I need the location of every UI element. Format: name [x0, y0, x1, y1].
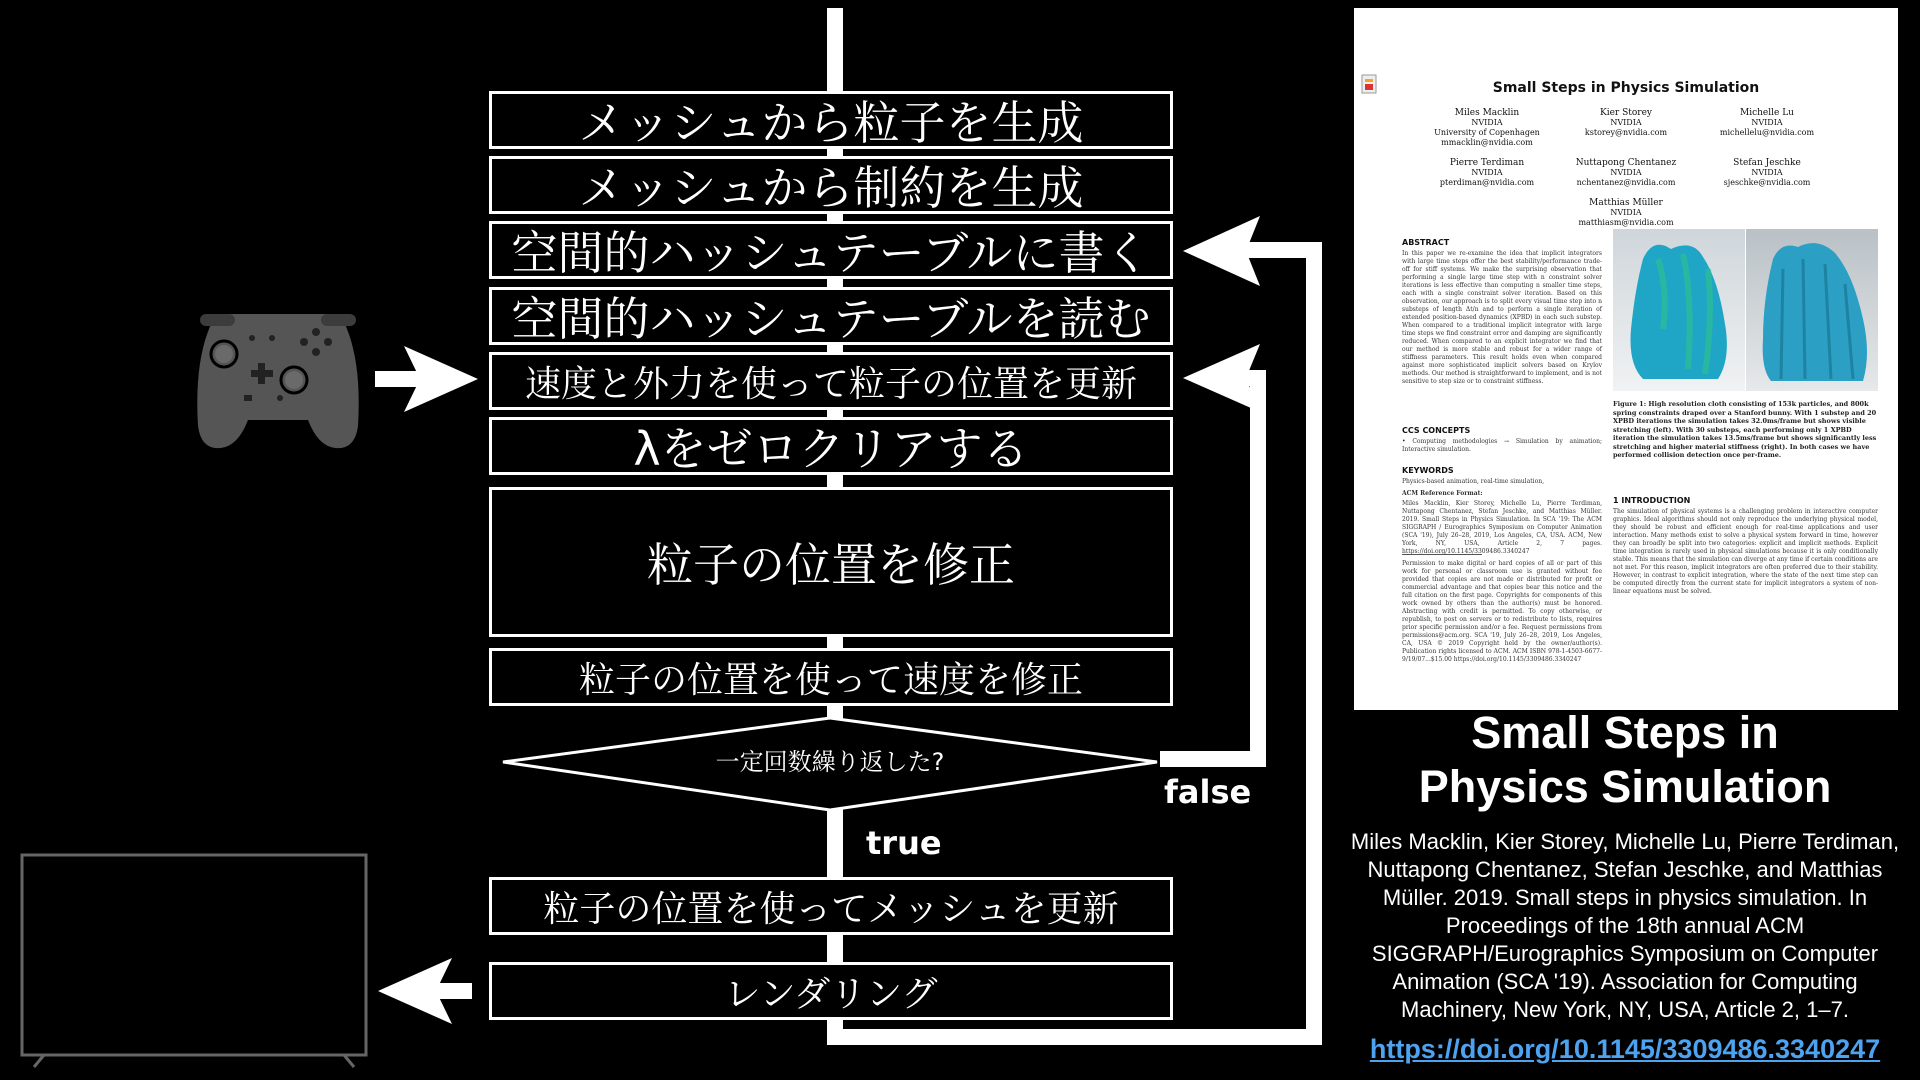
- figure-caption: Figure 1: High resolution cloth consisting of 153k particles, and 800k spring constraints draped over a Stanford bunny. With 1 substep and 20 XPBD iterations the simulation takes 32.0ms/frame but shows visible stretching (left). With 30 substeps, each performing only 1 XPBD iteration the simulation takes 13.5ms/frame but shows significantly less stretching and higher material stiffness (right). In both cases we have performed collision detection once per-frame.: [1613, 400, 1877, 459]
- intro-text: The simulation of physical systems is a challenging problem in interactive computer graphics. Ideal algorithms should not only reproduce the underlying physical model, they should be robust and efficient enough for real-time applications and user interaction. Many methods exist to solve a physical system forward in time, however they can broadly be split into two categories: explicit and implicit methods. Explicit time integration is rarely used in physical simulations because it is only conditionally stable. This means that the simulation can diverge at any time if certain conditions are not met. For this reason, implicit integrators are often preferred due to their stability. However, in contrast to explicit integration, where the state of the next time step can be computed directly from the current state for implicit integrators a system of non-linear equations must be solved.: [1613, 508, 1878, 595]
- intro-heading: 1 INTRODUCTION: [1613, 496, 1691, 505]
- abstract-text: In this paper we re-examine the idea that implicit integrators with large time steps offer the best stability/performance trade-off for stiff systems. We make the surprising observation that performing a single large time step with n constraint solver iterations is less effective than computing n smaller time steps, each with a single constraint solver iteration. Based on this observation, our approach is to split every visual time step into n substeps of length Δt/n and to perform a single iteration of extended position-based dynamics (XPBD) in each such substep. When compared to a traditional implicit integrator with large time steps we find constraint error and damping are significantly reduced. When compared to an explicit integrator we find that our method is more stable and robust for a wider range of stiffness parameters. This result holds even when compared against more sophisticated implicit solvers based on Krylov methods. Our method is straightforward to implement, and is not sensitive to step size or to constraint stiffness.: [1402, 250, 1602, 385]
- step-generate-constraints: メッシュから制約を生成: [489, 156, 1173, 214]
- paper-title: Small Steps in Physics Simulation: [1492, 80, 1760, 96]
- paper-author: Miles Macklin NVIDIA University of Copenhagen mmacklin@nvidia.com: [1434, 108, 1540, 147]
- footnote-text: Permission to make digital or hard copies of all or part of this work for personal or classroom use is granted without fee provided that copies are not made or distributed for profit or commercial advantage and that copies bear this notice and the full citation on the first page. Copyrights for components of this work owned by others than the author(s) must be honored. Abstracting with credit is permitted. To copy otherwise, or republish, to post on servers or to redistribute to lists, requires prior specific permission and/or a fee. Request permissions from permissions@acm.org. SCA '19, July 26–28, 2019, Los Angeles, CA, USA © 2019 Copyright held by the owner/author(s). Publication rights licensed to ACM. ACM ISBN 978-1-4503-6677-9/19/07...$15.00 https://doi.org/10.1145/3309486.3340247: [1402, 560, 1602, 663]
- step-write-hash-table: 空間的ハッシュテーブルに書く: [489, 221, 1173, 279]
- step-correct-velocity: 粒子の位置を使って速度を修正: [489, 648, 1173, 706]
- reference-title-line1: Small Steps in: [1471, 707, 1779, 758]
- false-loop-top: [1246, 370, 1266, 386]
- acm-ref-text: Miles Macklin, Kier Storey, Michelle Lu, Pierre Terdiman, Nuttapong Chentanez, Stefan Jeschke, and Matthias Müller. 2019. Small Steps in Physics Simulation. In SCA '19: The ACM SIGGRAPH / Eurographics Symposium on Computer Animation (SCA '19), July 26–28, 2019, Los Angeles, CA, USA. ACM, New York, NY, USA, Article 2, 7 pages. https://doi.org/10.1145/3309486.3340247: [1402, 500, 1602, 555]
- game-controller-icon: [197, 314, 358, 448]
- step-generate-particles: メッシュから粒子を生成: [489, 91, 1173, 149]
- true-label: true: [866, 824, 942, 862]
- tv-monitor-icon: [22, 855, 366, 1067]
- paper-author: Matthias Müller NVIDIA matthiasm@nvidia.com: [1578, 198, 1674, 227]
- ccs-heading: CCS CONCEPTS: [1402, 426, 1471, 435]
- reference-title: [1360, 706, 1890, 814]
- acm-ref-heading: ACM Reference Format:: [1402, 490, 1483, 497]
- reference-title-line2: Physics Simulation: [1418, 761, 1832, 812]
- abstract-heading: ABSTRACT: [1402, 238, 1450, 247]
- doi-link[interactable]: https://doi.org/10.1145/3309486.3340247: [1369, 1034, 1881, 1064]
- step-update-positions: 速度と外力を使って粒子の位置を更新: [489, 352, 1173, 410]
- outer-loop-line: [1306, 242, 1322, 1045]
- outer-loop-top: [1246, 242, 1322, 258]
- paper-author: Stefan Jeschke NVIDIA sjeschke@nvidia.com: [1723, 158, 1811, 187]
- step-correct-positions: 粒子の位置を修正: [489, 487, 1173, 637]
- keywords-text: Physics-based animation, real-time simulation,: [1402, 478, 1544, 485]
- bottom-return-line: [827, 1029, 1321, 1045]
- paper-author: Nuttapong Chentanez NVIDIA nchentanez@nvidia.com: [1575, 158, 1677, 187]
- ccs-text: • Computing methodologies → Simulation by animation; Interactive simulation.: [1402, 438, 1602, 453]
- paper-author: Kier Storey NVIDIA kstorey@nvidia.com: [1584, 108, 1668, 137]
- false-loop-line: [1250, 370, 1266, 767]
- paper-author: Michelle Lu NVIDIA michellelu@nvidia.com: [1719, 108, 1815, 137]
- paper-thumbnail: [1354, 8, 1898, 710]
- cloth-figure: [1613, 229, 1878, 391]
- step-update-mesh: 粒子の位置を使ってメッシュを更新: [489, 877, 1173, 935]
- reference-citation: Miles Macklin, Kier Storey, Michelle Lu, Pierre Terdiman, Nuttapong Chentanez, Stefan Jeschke, and Matthias Müller. 2019. Small steps in physics simulation. In Proceedings of the 18th annual ACM SIGGRAPH/Eurographics Symposium on Computer Animation (SCA '19). Association for Computing Machinery, New York, NY, USA, Article 2, 1–7.: [1350, 829, 1900, 1022]
- step-rendering: レンダリング: [489, 962, 1173, 1020]
- footnote-rule: [1402, 554, 1482, 555]
- keywords-heading: KEYWORDS: [1402, 466, 1454, 475]
- paper-author: Pierre Terdiman NVIDIA pterdiman@nvidia.com: [1439, 158, 1535, 187]
- decision-label: 一定回数繰り返した?: [715, 748, 945, 776]
- step-clear-lambda: λをゼロクリアする: [489, 417, 1173, 475]
- false-label: false: [1164, 773, 1252, 811]
- step-read-hash-table: 空間的ハッシュテーブルを読む: [489, 287, 1173, 345]
